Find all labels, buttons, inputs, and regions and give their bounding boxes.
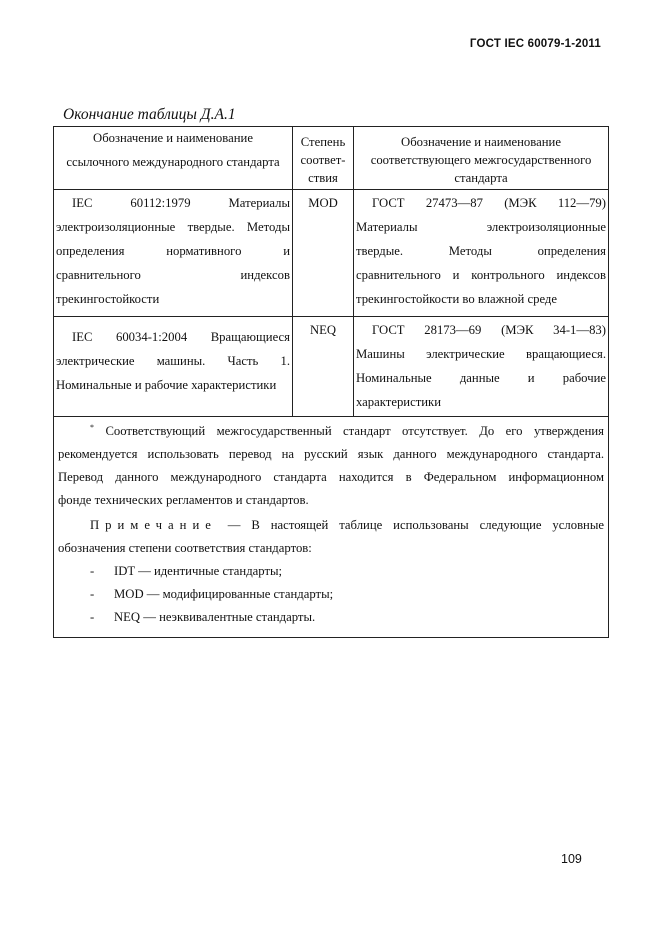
note-label: Примечание <box>90 518 217 532</box>
degree-cell: NEQ <box>293 317 354 417</box>
table-row <box>54 190 609 317</box>
col-interstate-standard-header: Обозначение и наименование соответствующего межгосударственного стандарта <box>354 127 609 190</box>
footnote: * Соответствующий межгосударственный стандарт отсутствует. До его утверждения <box>90 422 604 438</box>
note-paragraph: Примечание — В настоящей таблице использованы следующие условные <box>90 518 605 532</box>
list-item: - NEQ — неэквивалентные стандарты. <box>90 610 316 624</box>
col-degree-header: Степень соответ- ствия <box>293 127 354 190</box>
notes-cell: * Соответствующий межгосударственный стандарт отсутствует. До его утверждения рекомендуется использовать перевод на русский язык данного международного стандарта. Перевод данного международного стандарта находится в Федеральном информационном фонде технических регламентов и стандартов. Примечание — В настоящей таблице использованы следующие условные обозначения степени соответствия стандартов: - IDT — идентичные стандарты; - MOD — модифицированные стандарты; - NEQ — неэквивалентные стандарты. <box>54 417 609 638</box>
standards-correspondence-table <box>53 126 609 638</box>
interstate-standard-cell: ГОСТ 27473—87 (МЭК 112—79) Материалы электроизоляционные твердые. Методы определения сравнительного и контрольного индексов трекингостойкости во влажной среде <box>354 190 609 317</box>
international-standard-cell: IEC 60034-1:2004 Вращающиеся электрические машины. Часть 1. Номинальные и рабочие характеристики <box>54 317 293 417</box>
list-item: - IDT — идентичные стандарты; <box>90 564 283 578</box>
international-standard-cell: IEC 60112:1979 Материалы электроизоляционные твердые. Методы определения нормативного и сравнительного индексов трекингостойкости <box>54 190 293 317</box>
list-item: - MOD — модифицированные стандарты; <box>90 587 334 601</box>
table-caption: Окончание таблицы Д.А.1 <box>63 106 236 123</box>
document-code: ГОСТ IEC 60079-1-2011 <box>469 38 601 50</box>
table-row <box>54 317 609 417</box>
page-number: 109 <box>561 852 582 866</box>
notes-row <box>54 417 609 638</box>
degree-cell: MOD <box>293 190 354 317</box>
table-header-row <box>54 127 609 190</box>
footnote-marker: * <box>90 422 94 432</box>
col-international-standard-header: Обозначение и наименование ссылочного международного стандарта <box>54 127 293 190</box>
interstate-standard-cell: ГОСТ 28173—69 (МЭК 34-1—83) Машины электрические вращающиеся. Номинальные данные и рабочие характеристики <box>354 317 609 417</box>
